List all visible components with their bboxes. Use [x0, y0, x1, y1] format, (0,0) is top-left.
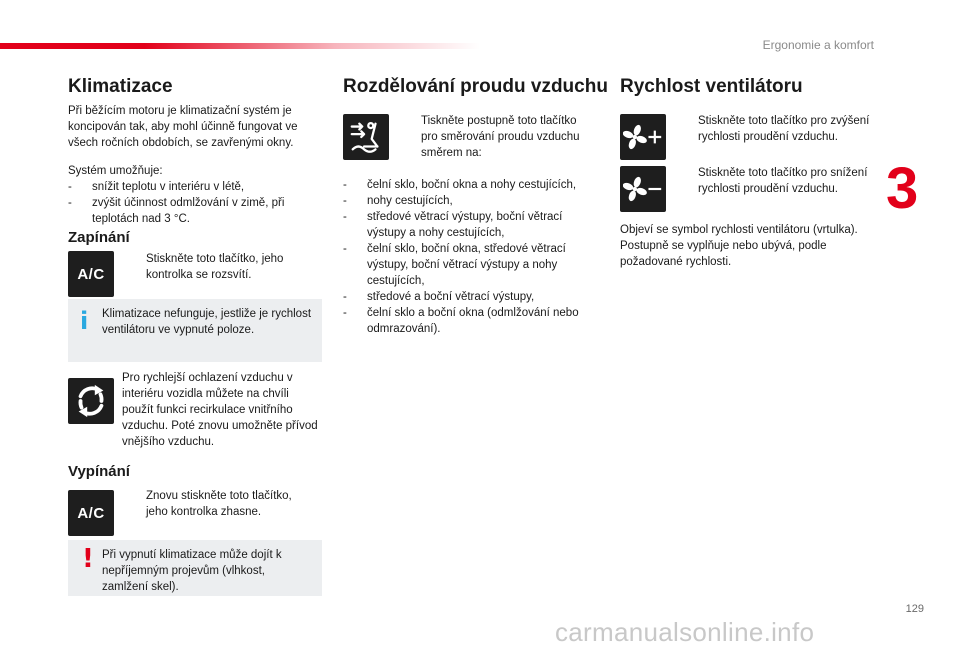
klimatizace-title: Klimatizace — [68, 76, 173, 97]
warning-note-text: Při vypnutí klimatizace může dojít k nepříjemným projevům (vlhkost, zamlžení skel). — [102, 549, 282, 593]
bullet-icon — [122, 251, 146, 283]
fan-decrease-button-icon — [620, 166, 666, 212]
list-item: - čelní sklo, boční okna a nohy cestujících, — [343, 179, 577, 191]
klimatizace-intro: Při běžícím motoru je klimatizační systém je koncipován tak, aby mohl účinně fungovat ve všech ročních obdobích, se zavřenými okny. — [68, 105, 298, 149]
fan-increase-instruction: Stiskněte toto tlačítko pro zvýšení rychlosti proudění vzduchu. — [674, 113, 880, 145]
info-icon: i — [80, 307, 89, 335]
info-note-box — [68, 299, 322, 362]
bullet-icon — [397, 113, 421, 161]
fan-speed-title: Rychlost ventilátoru — [620, 76, 803, 97]
recirculation-icon — [72, 382, 110, 420]
air-distribution-button-icon — [343, 114, 389, 160]
header-accent-bar — [0, 43, 480, 49]
air-distribution-instruction: Tiskněte postupně toto tlačítko pro směrování proudu vzduchu směrem na: — [397, 113, 593, 161]
system-list — [68, 179, 318, 227]
warning-note-box — [68, 540, 322, 596]
list-item: - nohy cestujících, — [343, 195, 453, 207]
fan-symbol-note: Objeví se symbol rychlosti ventilátoru (vrtulka). Postupně se vyplňuje nebo ubývá, podle požadované rychlosti. — [620, 224, 858, 268]
air-distribution-list — [343, 177, 595, 337]
zapinani-title: Zapínání — [68, 229, 130, 246]
bullet-icon — [674, 165, 698, 197]
watermark: carmanualsonline.info — [555, 617, 815, 647]
air-distribution-title: Rozdělování proudu vzduchu — [343, 76, 608, 97]
info-note-text: Klimatizace nefunguje, jestliže je rychlost ventilátoru ve vypnuté poloze. — [102, 308, 312, 336]
page-number: 129 — [905, 603, 924, 615]
system-intro: Systém umožňuje: — [68, 165, 163, 177]
section-title: Ergonomie a komfort — [762, 38, 874, 52]
chapter-number: 3 — [886, 156, 919, 221]
list-item: - středové a boční větrací výstupy, — [343, 291, 535, 303]
fan-increase-button-icon — [620, 114, 666, 160]
ac-off-button-icon: A/C — [68, 490, 114, 536]
vypinani-title: Vypínání — [68, 463, 130, 480]
bullet-icon — [674, 113, 698, 145]
list-item: - středové větrací výstupy, boční větrací výstupy a nohy cestujících, — [343, 211, 563, 239]
warning-icon: ! — [82, 544, 94, 574]
recirculation-button-icon — [68, 378, 114, 424]
list-item: - čelní sklo, boční okna, středové větrací výstupy, boční větrací výstupy a nohy cestujících, — [343, 243, 566, 287]
seat-airflow-icon — [347, 118, 385, 156]
list-item: - zvýšit účinnost odmlžování v zimě, při teplotách nad 3 °C. — [68, 197, 285, 225]
fan-plus-icon — [623, 121, 663, 153]
fan-decrease-instruction: Stiskněte toto tlačítko pro snížení rychlosti proudění vzduchu. — [674, 165, 880, 197]
list-item: - snížit teplotu v interiéru v létě, — [68, 181, 245, 193]
ac-off-instruction: Znovu stiskněte toto tlačítko, jeho kontrolka zhasne. — [122, 488, 308, 520]
bullet-icon — [122, 488, 146, 520]
ac-button-icon: A/C — [68, 251, 114, 297]
list-item: - čelní sklo a boční okna (odmlžování nebo odmrazování). — [343, 307, 579, 335]
ac-on-instruction: Stiskněte toto tlačítko, jeho kontrolka se rozsvítí. — [122, 251, 308, 283]
recirculation-text: Pro rychlejší ochlazení vzduchu v interiéru vozidla můžete na chvíli použít funkci recirkulace vnitřního vzduchu. Poté znovu umožněte přívod vnějšího vzduchu. — [122, 372, 318, 448]
fan-minus-icon — [623, 173, 663, 205]
